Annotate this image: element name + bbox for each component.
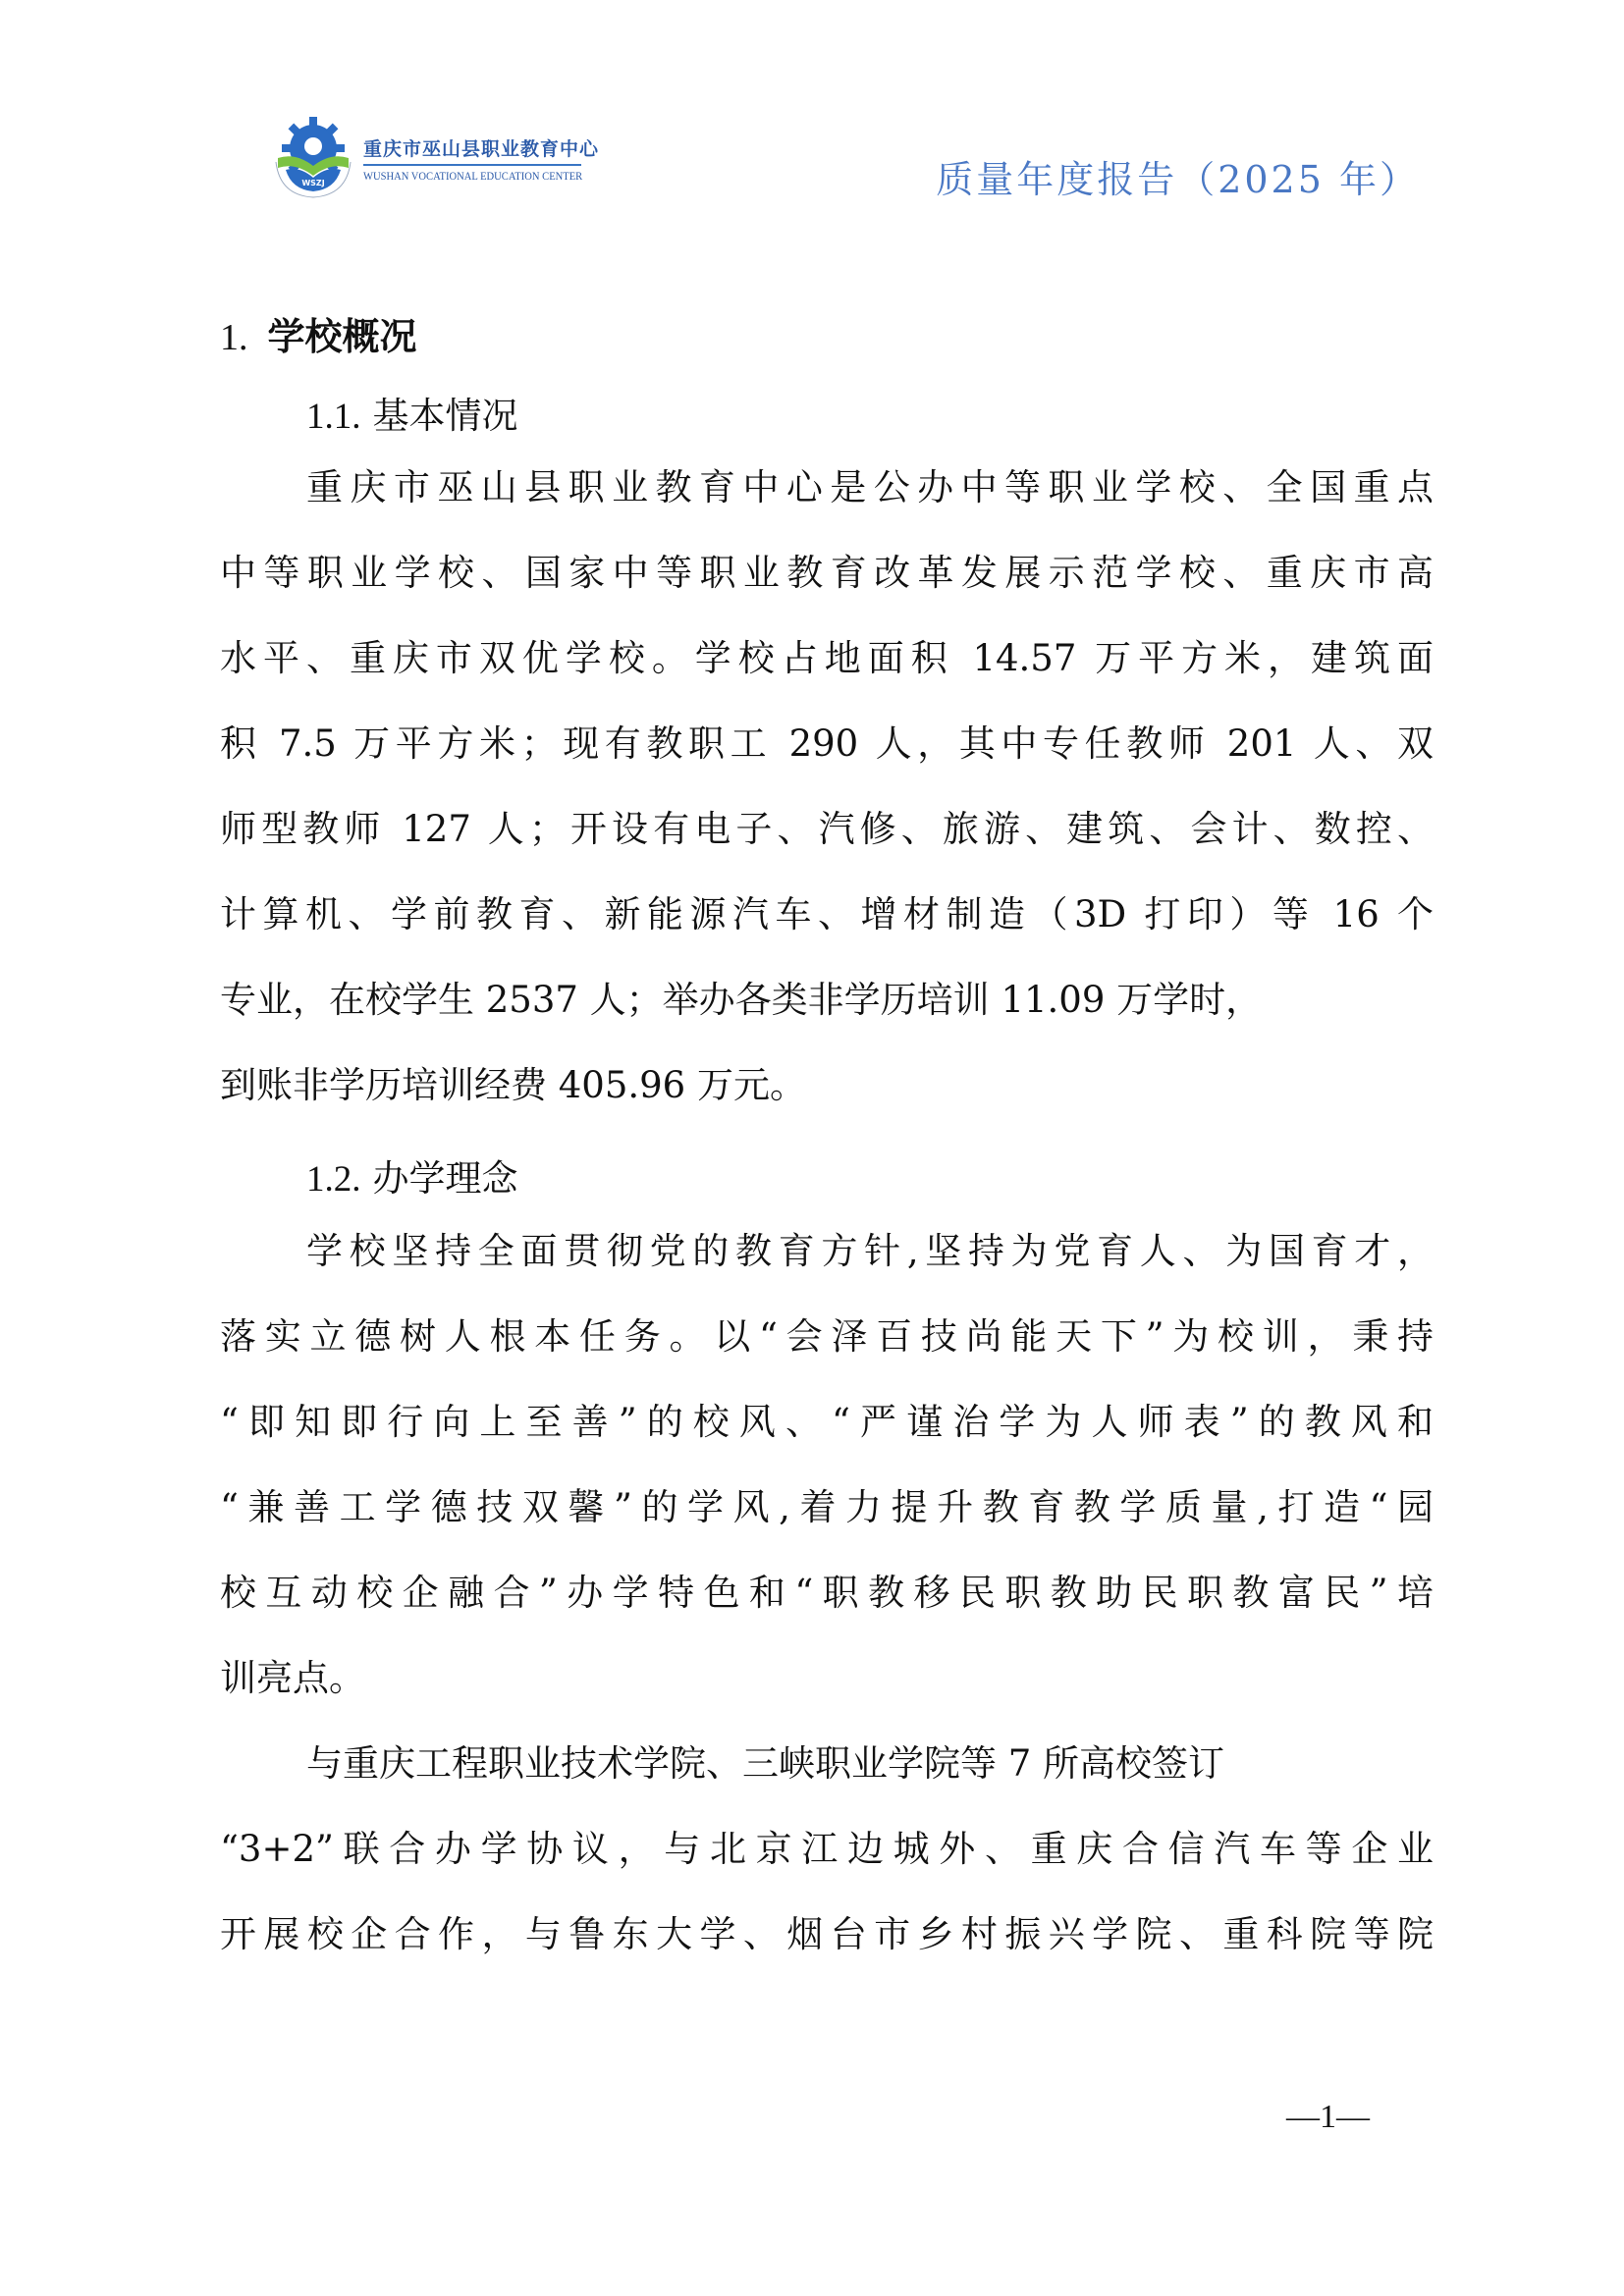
paragraph-line: 计算机、学前教育、新能源汽车、增材制造（3D 打印）等 16 个 (220, 893, 1434, 935)
paragraph-line: “即知即行向上至善”的校风、“严谨治学为人师表”的教风和 (220, 1401, 1434, 1443)
gear-book-emblem-icon (270, 113, 356, 199)
subsection-number: 1.2. (306, 1159, 361, 1200)
svg-text:WSZJ: WSZJ (301, 179, 325, 187)
section-heading-1 (220, 306, 417, 360)
report-title: 质量年度报告（2025 年） (936, 158, 1420, 201)
paragraph-line: 训亮点。 (220, 1657, 365, 1699)
subsection-heading-1-1 (306, 386, 518, 439)
subsection-title: 办学理念 (372, 1157, 518, 1200)
paragraph-line: 积 7.5 万平方米；现有教职工 290 人，其中专任教师 201 人、双 (220, 722, 1434, 765)
paragraph-line: 与重庆工程职业技术学院、三峡职业学院等 7 所高校签订 (306, 1742, 1225, 1785)
page-number: —1— (1286, 2099, 1370, 2135)
subsection-number: 1.1. (306, 397, 361, 437)
school-logo (270, 113, 600, 201)
paragraph-line: 师型教师 127 人；开设有电子、汽修、旅游、建筑、会计、数控、 (220, 808, 1434, 850)
paragraph-line: 学校坚持全面贯彻党的教育方针,坚持为党育人、为国育才， (306, 1230, 1434, 1272)
paragraph-line: 重庆市巫山县职业教育中心是公办中等职业学校、全国重点 (306, 466, 1434, 508)
paragraph-line: 校互动校企融合”办学特色和“职教移民职教助民职教富民”培 (220, 1572, 1434, 1614)
paragraph-line: 中等职业学校、国家中等职业教育改革发展示范学校、重庆市高 (220, 552, 1434, 594)
section-number: 1. (220, 317, 248, 358)
school-name-en: WUSHAN VOCATIONAL EDUCATION CENTER (363, 169, 583, 183)
logo-divider (363, 164, 581, 166)
paragraph-line: 落实立德树人根本任务。以“会泽百技尚能天下”为校训，秉持 (220, 1315, 1434, 1358)
school-name-cn: 重庆市巫山县职业教育中心 (363, 138, 600, 160)
subsection-title: 基本情况 (372, 395, 518, 437)
section-title: 学校概况 (267, 315, 417, 358)
paragraph-line: 水平、重庆市双优学校。学校占地面积 14.57 万平方米，建筑面 (220, 637, 1434, 679)
paragraph-line: 开展校企合作，与鲁东大学、烟台市乡村振兴学院、重科院等院 (220, 1913, 1434, 1955)
paragraph-line: 专业，在校学生 2537 人；举办各类非学历培训 11.09 万学时， (220, 979, 1263, 1021)
paragraph-line: “3+2”联合办学协议，与北京江边城外、重庆合信汽车等企业 (220, 1828, 1434, 1870)
paragraph-line: “兼善工学德技双馨”的学风,着力提升教育教学质量,打造“园 (220, 1486, 1434, 1528)
paragraph-line: 到账非学历培训经费 405.96 万元。 (220, 1064, 806, 1106)
subsection-heading-1-2 (306, 1148, 518, 1201)
